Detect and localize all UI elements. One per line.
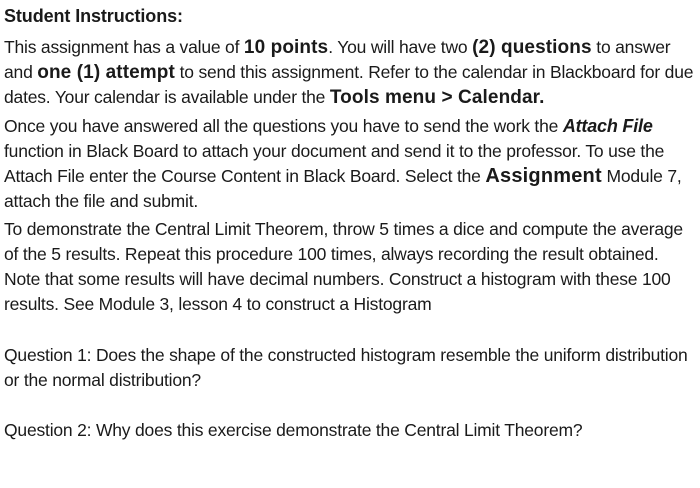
- p1-text-3: to answer and: [4, 37, 671, 82]
- p2-text-3: Module 7, attach the file and submit.: [4, 166, 682, 211]
- p1-text-2: . You will have two: [328, 37, 473, 57]
- p1-text-4: to send this assignment. Refer to the calendar in Blackboard for due dates. Your calendar is available under the: [4, 62, 694, 107]
- assignment-info-paragraph: [4, 35, 696, 110]
- attempt-count: one (1) attempt: [37, 62, 175, 83]
- assignment-term: Assignment: [485, 165, 602, 187]
- attach-file-term: Attach File: [562, 116, 653, 136]
- instructions-heading: Student Instructions:: [4, 6, 183, 26]
- question-2: Question 2: Why does this exercise demonstrate the Central Limit Theorem?: [4, 420, 583, 440]
- p2-text-2: function in Black Board to attach your document and send it to the professor. To use the Attach File enter the Course Content in Black Board. Select the: [4, 141, 665, 186]
- p1-text-1: This assignment has a value of: [4, 37, 244, 57]
- tools-menu-calendar-path: Tools menu > Calendar.: [329, 87, 545, 108]
- exercise-description-paragraph: To demonstrate the Central Limit Theorem, throw 5 times a dice and compute the average of the 5 results. Repeat this procedure 100 times, always recording the result obtained. Note that some results will have decimal numbers. Construct a histogram with these 100 results. See Module 3, lesson 4 to construct a Histogram: [4, 219, 683, 314]
- points-value: 10 points: [243, 37, 329, 58]
- p2-text-1: Once you have answered all the questions you have to send the work the: [4, 116, 563, 136]
- instructions-document: [4, 4, 696, 443]
- question-1: Question 1: Does the shape of the constructed histogram resemble the uniform distribution or the normal distribution?: [4, 345, 688, 390]
- question-count: (2) questions: [472, 37, 592, 58]
- submission-paragraph: [4, 114, 696, 214]
